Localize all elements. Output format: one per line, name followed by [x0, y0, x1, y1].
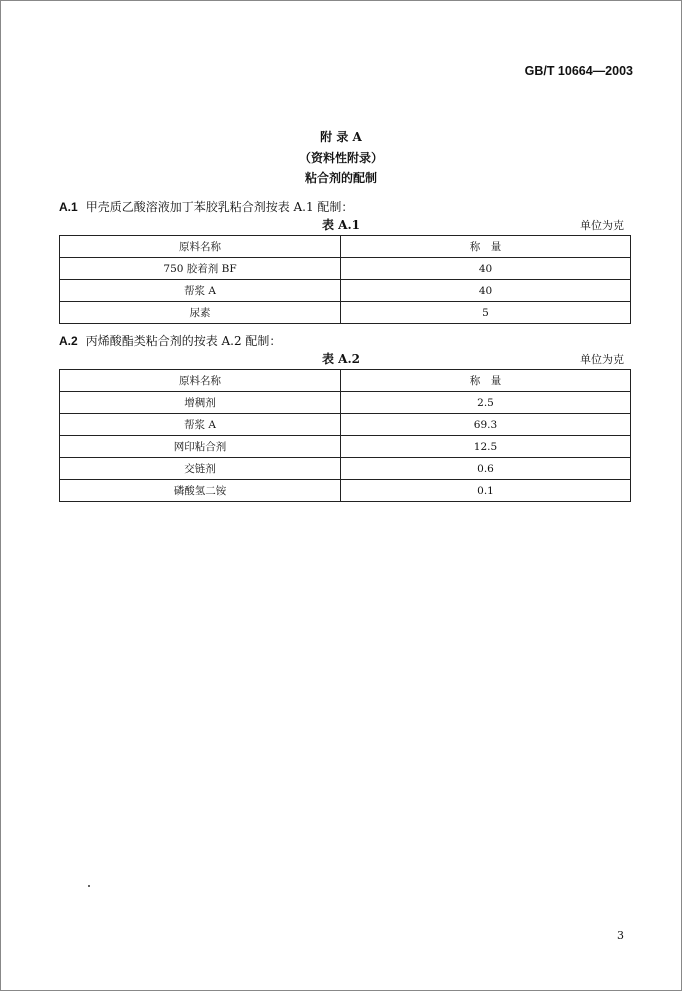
- table-cell-weight: 12.5: [341, 436, 631, 458]
- table-cell-weight: 5: [341, 302, 631, 324]
- column-header-weight: 称 量: [341, 370, 631, 392]
- table-cell-material: 交链剂: [60, 458, 341, 480]
- column-header-material: 原料名称: [60, 236, 341, 258]
- table-row: [60, 258, 631, 280]
- appendix-heading: 粘合剂的配制: [304, 171, 377, 185]
- standard-code: GB/T 10664—2003: [524, 64, 633, 78]
- table-header-row: [60, 236, 631, 258]
- table-a1-unit: 单位为克: [580, 219, 624, 232]
- table-cell-material: 帮浆 A: [60, 414, 341, 436]
- table-cell-weight: 0.6: [341, 458, 631, 480]
- scan-speck: [88, 885, 90, 887]
- table-a2: [59, 369, 631, 502]
- clause-a2-text: 丙烯酸酯类粘合剂的按表 A.2 配制：: [85, 334, 282, 348]
- table-row: [60, 392, 631, 414]
- table-row: [60, 480, 631, 502]
- clause-a1-text: 甲壳质乙酸溶液加丁苯胶乳粘合剂按表 A.1 配制：: [85, 200, 354, 214]
- table-cell-material: 750 胶着剂 BF: [60, 258, 341, 280]
- appendix-subtitle: （资料性附录）: [298, 151, 383, 165]
- table-cell-weight: 69.3: [341, 414, 631, 436]
- table-cell-weight: 40: [341, 280, 631, 302]
- table-cell-weight: 40: [341, 258, 631, 280]
- table-row: [60, 414, 631, 436]
- table-header-row: [60, 370, 631, 392]
- table-row: [60, 458, 631, 480]
- clause-a1: [59, 198, 353, 215]
- table-a2-unit: 单位为克: [580, 353, 624, 366]
- table-cell-weight: 0.1: [341, 480, 631, 502]
- column-header-weight: 称 量: [341, 236, 631, 258]
- column-header-material: 原料名称: [60, 370, 341, 392]
- clause-a2-number: A.2: [59, 334, 78, 348]
- appendix-title: 附 录 A: [320, 130, 362, 144]
- clause-a2: [59, 332, 281, 349]
- table-a2-caption: 表 A.2: [321, 352, 361, 366]
- table-row: [60, 436, 631, 458]
- table-cell-material: 帮浆 A: [60, 280, 341, 302]
- table-cell-material: 网印粘合剂: [60, 436, 341, 458]
- table-cell-weight: 2.5: [341, 392, 631, 414]
- table-cell-material: 磷酸氢二铵: [60, 480, 341, 502]
- table-a1: [59, 235, 631, 324]
- clause-a1-number: A.1: [59, 200, 78, 214]
- table-a1-caption: 表 A.1: [321, 218, 361, 232]
- table-cell-material: 尿素: [60, 302, 341, 324]
- table-row: [60, 280, 631, 302]
- table-cell-material: 增稠剂: [60, 392, 341, 414]
- page-number: 3: [617, 929, 624, 942]
- table-row: [60, 302, 631, 324]
